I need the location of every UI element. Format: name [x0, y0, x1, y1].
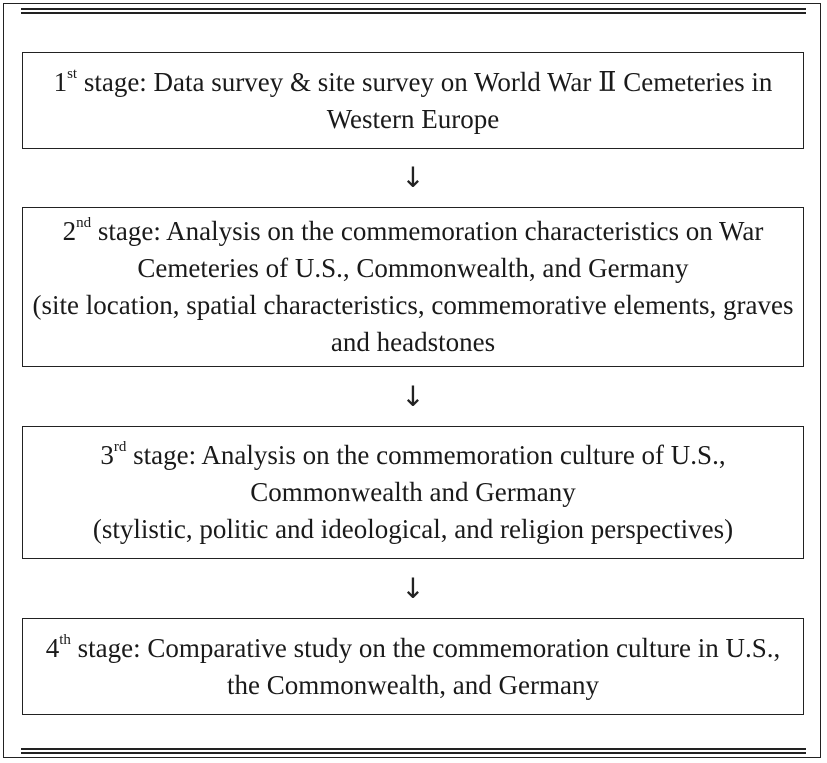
stage-2-number: 2 [62, 216, 77, 246]
stage-3-line-1: Commonwealth and Germany [250, 477, 576, 507]
down-arrow-icon: ↓ [401, 572, 425, 605]
stage-4-box [22, 618, 804, 715]
stage-2-line-1: Cemeteries of U.S., Commonwealth, and Germany [137, 253, 689, 283]
stage-3-label: stage: Analysis on the commemoration culture of U.S., [126, 440, 726, 470]
stage-1-box [22, 52, 804, 149]
bottom-double-rule-lower [21, 752, 806, 754]
stage-4-ordinal: th [59, 631, 71, 648]
top-double-rule-upper [21, 8, 806, 10]
stage-2-label: stage: Analysis on the commemoration characteristics on War [91, 216, 764, 246]
top-double-rule-lower [21, 12, 806, 14]
stage-4-line-1: the Commonwealth, and Germany [227, 669, 599, 700]
stage-4-label: stage: Comparative study on the commemoration culture in U.S., [70, 632, 781, 663]
stage-3-line-2: (stylistic, politic and ideological, and religion perspectives) [92, 514, 734, 544]
bottom-double-rule-upper [21, 748, 806, 750]
stage-3-heading [100, 437, 725, 474]
stage-2-ordinal: nd [76, 215, 92, 231]
down-arrow-icon: ↓ [401, 380, 425, 413]
stage-1-heading [54, 64, 773, 101]
stage-3-box [22, 426, 804, 559]
down-arrow-icon: ↓ [401, 161, 425, 194]
stage-1-ordinal: st [67, 65, 78, 82]
stage-2-line-3: and headstones [330, 327, 496, 357]
stage-4-number: 4 [45, 632, 60, 663]
stage-2-box [22, 207, 804, 367]
stage-1-number: 1 [53, 66, 68, 97]
stage-1-line-1: Western Europe [326, 103, 500, 134]
stage-1-label: stage: Data survey & site survey on World War Ⅱ Cemeteries in [77, 66, 773, 97]
stage-3-ordinal: rd [113, 439, 127, 455]
stage-4-heading [46, 630, 781, 667]
stage-2-heading [63, 213, 764, 250]
stage-3-number: 3 [100, 440, 114, 470]
stage-2-line-2: (site location, spatial characteristics, commemorative elements, graves [32, 290, 794, 320]
